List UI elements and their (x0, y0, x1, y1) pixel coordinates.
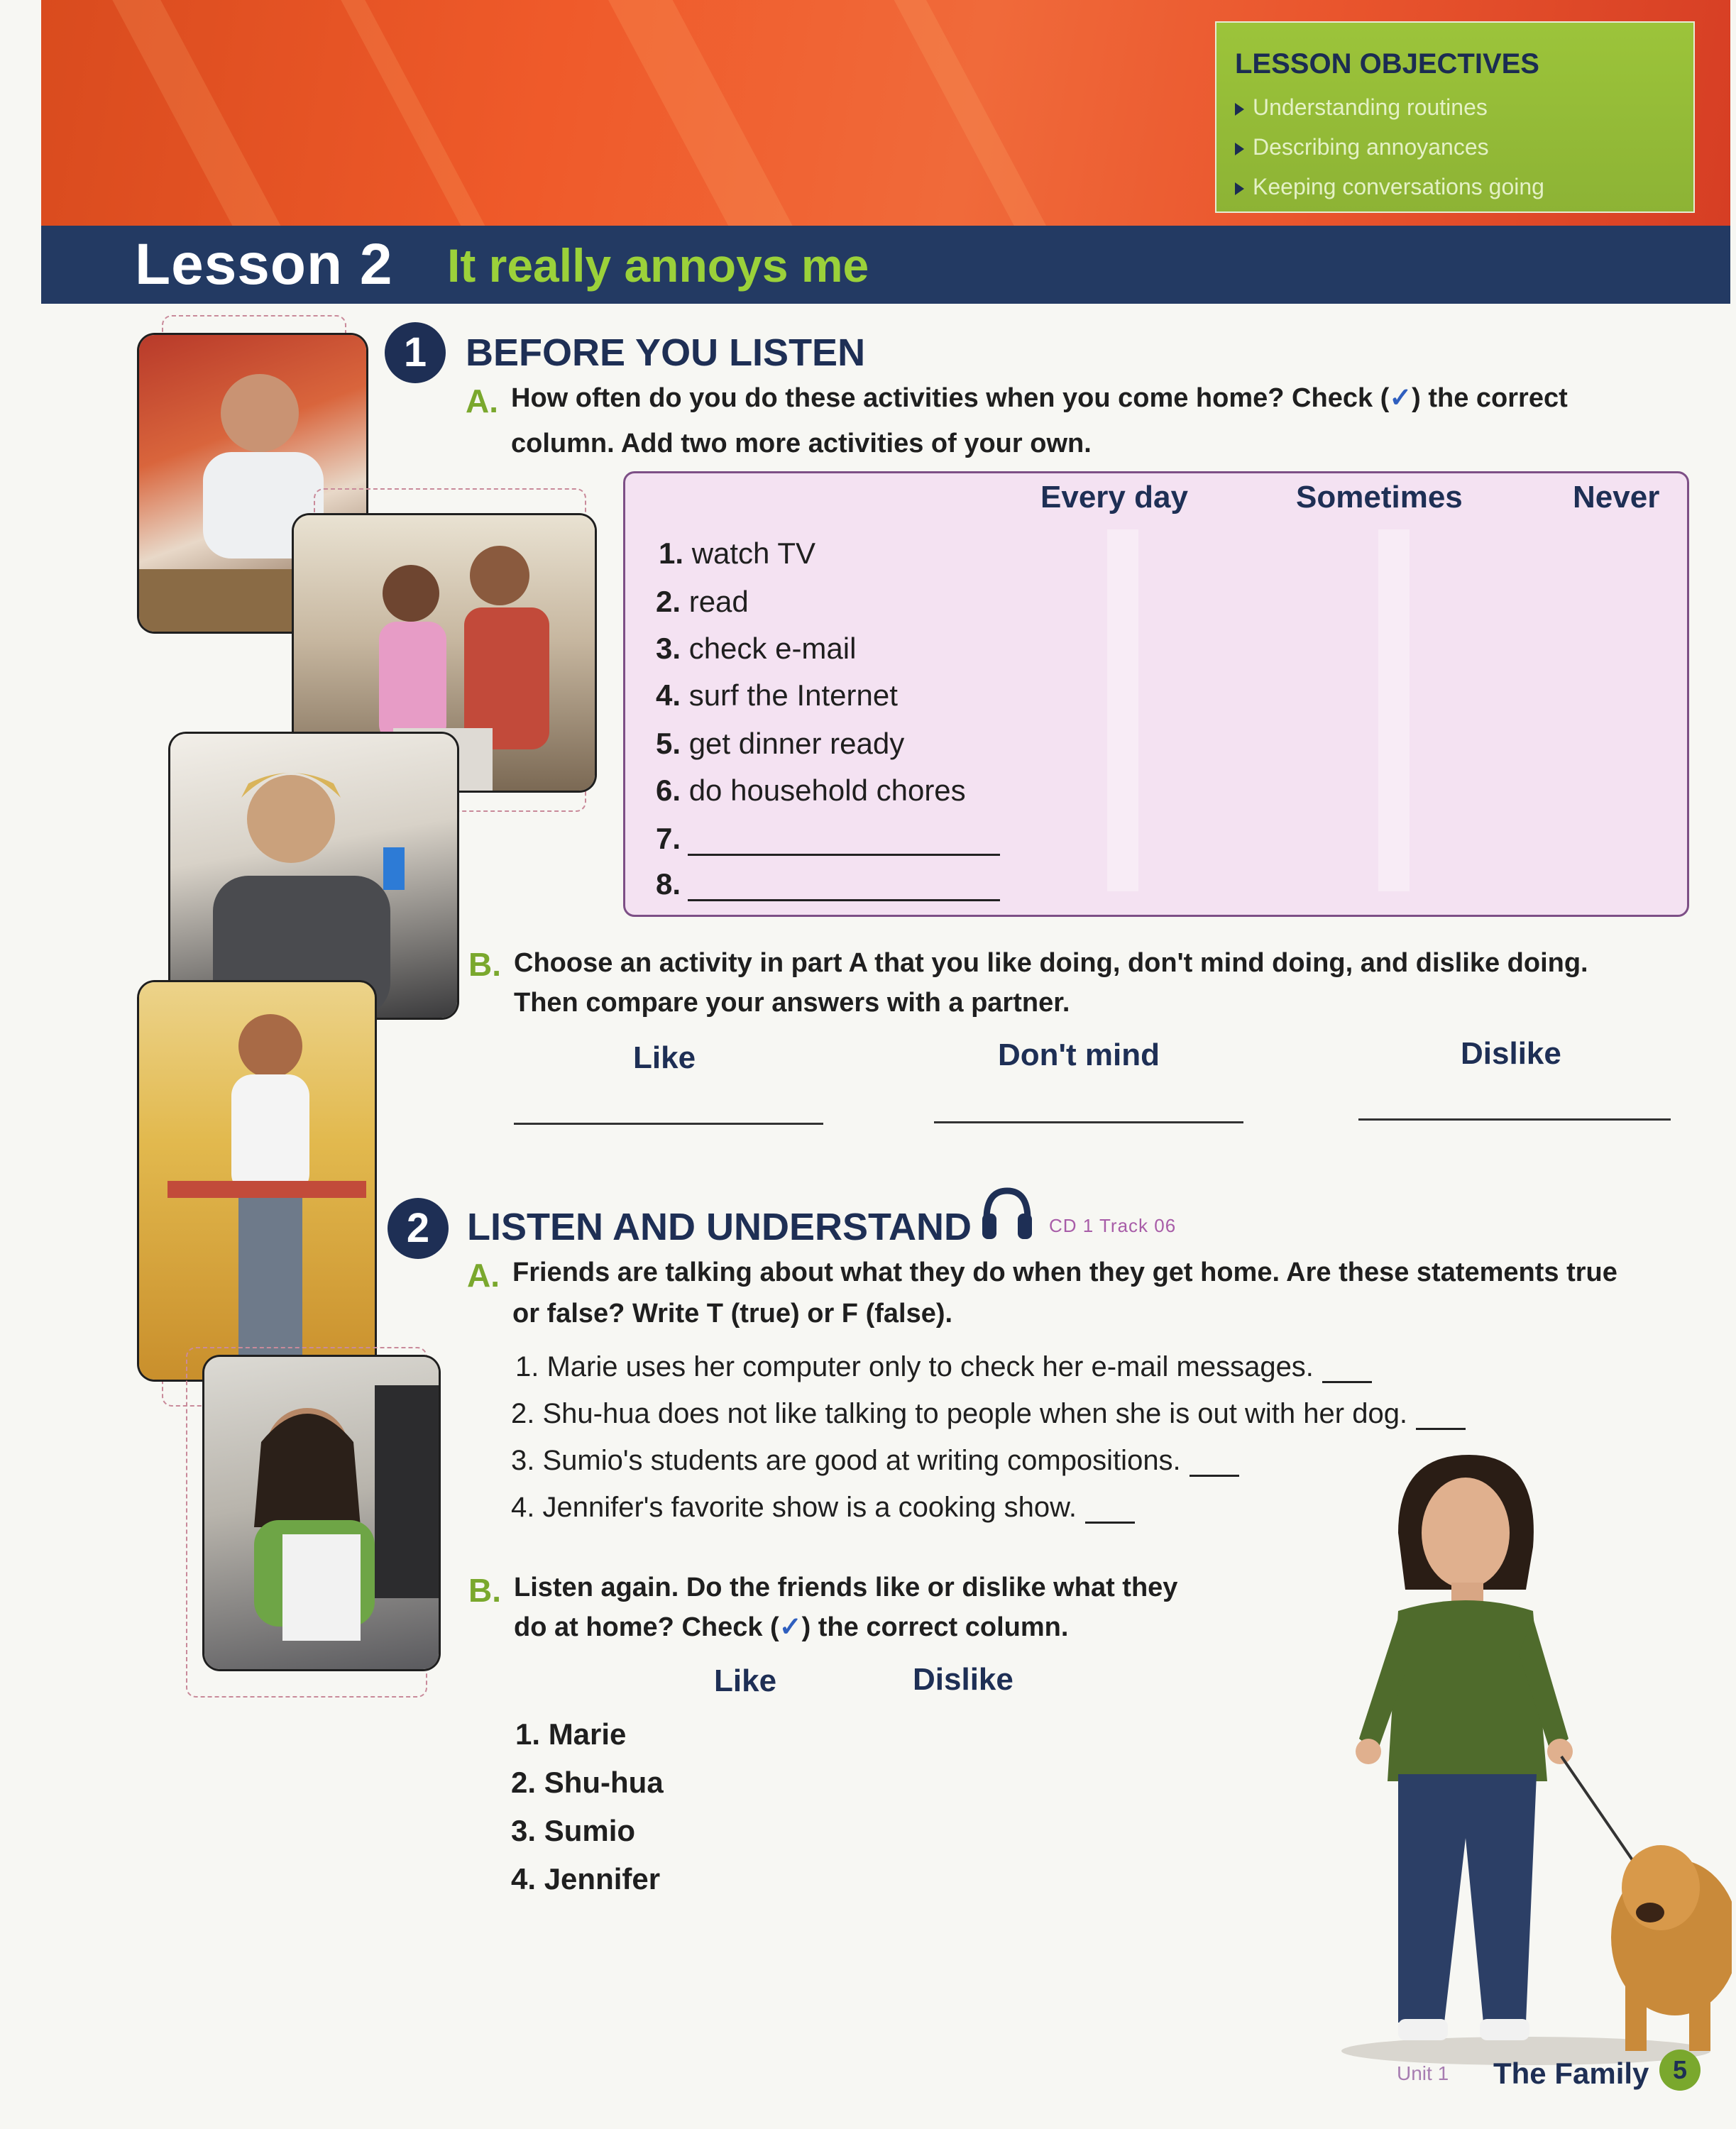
instruction-1b-line2: Then compare your answers with a partner. (514, 988, 1070, 1018)
activity-row: 6. do household chores (656, 774, 966, 807)
objectives-title: LESSON OBJECTIVES (1235, 48, 1539, 79)
statement-item: 1. Marie uses her computer only to check her e-mail messages. (515, 1351, 1372, 1383)
bullet-triangle-icon (1235, 182, 1244, 195)
activity-row: 3. check e-mail (656, 632, 857, 665)
unit-label: Unit 1 (1397, 2062, 1449, 2084)
answer-blank[interactable] (1085, 1500, 1135, 1524)
column-shade (1107, 529, 1138, 891)
column-header-dislike: Dislike (913, 1662, 1013, 1697)
checkmark-icon: ✓ (1389, 383, 1412, 413)
column-header-sometimes: Sometimes (1296, 480, 1463, 515)
activity-row: 1. watch TV (659, 537, 815, 570)
instruction-2a-line1: Friends are talking about what they do when they get home. Are these statements true (512, 1258, 1617, 1287)
part-letter-b: B. (468, 1572, 501, 1609)
objective-item: Describing annoyances (1235, 127, 1693, 167)
lesson-label: Lesson 2 (135, 232, 393, 297)
activity-row: 2. read (656, 585, 749, 618)
answer-blank[interactable] (1322, 1360, 1372, 1383)
write-in-field[interactable] (688, 871, 1000, 901)
instruction-1a-line2: column. Add two more activities of your own. (511, 429, 1092, 458)
activity-row: 4. surf the Internet (656, 678, 898, 712)
part-letter-b: B. (468, 946, 501, 983)
statement-item: 4. Jennifer's favorite show is a cooking show. (511, 1492, 1135, 1524)
answer-line-dislike[interactable] (1358, 1118, 1671, 1121)
objective-item: Understanding routines (1235, 87, 1693, 127)
cd-track-label: CD 1 Track 06 (1049, 1215, 1177, 1236)
section-number-2: 2 (388, 1198, 449, 1259)
lesson-title: It really annoys me (447, 239, 869, 292)
photo-girl-computer (204, 1357, 439, 1669)
unit-name: The Family (1493, 2057, 1649, 2090)
column-header-never: Never (1573, 480, 1660, 515)
answer-blank[interactable] (1190, 1453, 1239, 1477)
section-title-before-you-listen: BEFORE YOU LISTEN (466, 331, 866, 374)
column-shade (1378, 529, 1410, 891)
answer-line-like[interactable] (514, 1123, 823, 1125)
column-header-every-day: Every day (1040, 480, 1188, 515)
activity-row-custom: 8. (656, 867, 1000, 901)
lesson-objectives-box (1215, 21, 1695, 213)
answer-line-dont-mind[interactable] (934, 1121, 1243, 1123)
instruction-2a-line2: or false? Write T (true) or F (false). (512, 1299, 953, 1328)
column-header-like: Like (714, 1663, 777, 1698)
instruction-1b-line1: Choose an activity in part A that you like doing, don't mind doing, and dislike doing. (514, 948, 1588, 978)
section-number-1: 1 (385, 322, 446, 383)
activity-row-custom: 7. (656, 822, 1000, 856)
friend-name: 2. Shu-hua (511, 1766, 664, 1799)
write-in-field[interactable] (688, 825, 1000, 856)
headphones-icon (981, 1185, 1033, 1242)
statement-item: 2. Shu-hua does not like talking to people when she is out with her dog. (511, 1398, 1466, 1430)
bullet-triangle-icon (1235, 143, 1244, 155)
checkmark-icon: ✓ (779, 1612, 802, 1642)
part-letter-a: A. (467, 1257, 500, 1294)
photo-teen-phone (170, 734, 457, 1018)
part-letter-a: A. (466, 383, 498, 419)
section-title-listen-and-understand: LISTEN AND UNDERSTAND (467, 1206, 972, 1248)
instruction-1a-line1: How often do you do these activities when you come home? Check (✓) the correct (511, 383, 1568, 413)
friend-name: 4. Jennifer (511, 1862, 661, 1896)
friend-name: 3. Sumio (511, 1814, 636, 1847)
statement-item: 3. Sumio's students are good at writing compositions. (511, 1445, 1239, 1477)
photo-teen-ironing (139, 982, 375, 1380)
option-header-like: Like (633, 1040, 696, 1075)
instruction-2b-line1: Listen again. Do the friends like or dislike what they (514, 1573, 1178, 1602)
friend-name: 1. Marie (515, 1717, 627, 1751)
answer-blank[interactable] (1416, 1407, 1466, 1430)
option-header-dont-mind: Don't mind (998, 1038, 1160, 1072)
page-number: 5 (1659, 2050, 1701, 2091)
bullet-triangle-icon (1235, 103, 1244, 116)
photo-girl-walking-dog (1292, 1441, 1732, 2065)
instruction-2b-line2: do at home? Check (✓) the correct column. (514, 1612, 1069, 1642)
option-header-dislike: Dislike (1461, 1036, 1561, 1071)
objective-item: Keeping conversations going (1235, 167, 1693, 207)
activity-row: 5. get dinner ready (656, 727, 905, 760)
